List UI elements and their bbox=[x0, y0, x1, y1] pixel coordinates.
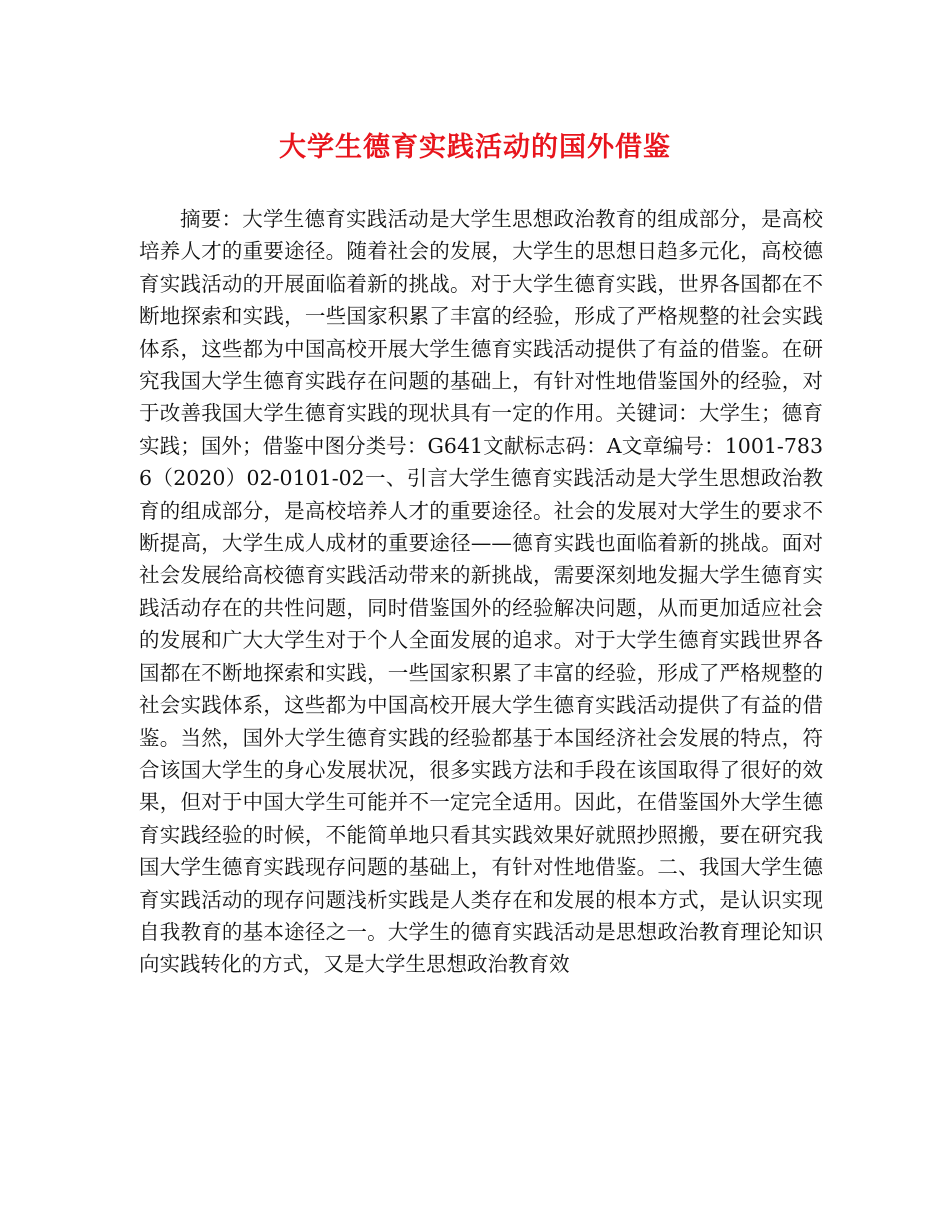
document-body: 摘要：大学生德育实践活动是大学生思想政治教育的组成部分，是高校培养人才的重要途径。随着社会的发展，大学生的思想日趋多元化，高校德育实践活动的开展面临着新的挑战。对于大学生德育实践，世界各国都在不断地探索和实践，一些国家积累了丰富的经验，形成了严格规整的社会实践体系，这些都为中国高校开展大学生德育实践活动提供了有益的借鉴。在研究我国大学生德育实践存在问题的基础上，有针对性地借鉴国外的经验，对于改善我国大学生德育实践的现状具有一定的作用。关键词：大学生；德育实践；国外；借鉴中图分类号：G641文献标志码：A文章编号：1001-7836（2020）02-0101-02一、引言大学生德育实践活动是大学生思想政治教育的组成部分，是高校培养人才的重要途径。社会的发展对大学生的要求不断提高，大学生成人成材的重要途径——德育实践也面临着新的挑战。面对社会发展给高校德育实践活动带来的新挑战，需要深刻地发掘大学生德育实践活动存在的共性问题，同时借鉴国外的经验解决问题，从而更加适应社会的发展和广大大学生对于个人全面发展的追求。对于大学生德育实践世界各国都在不断地探索和实践，一些国家积累了丰富的经验，形成了严格规整的社会实践体系，这些都为中国高校开展大学生德育实践活动提供了有益的借鉴。当然，国外大学生德育实践的经验都基于本国经济社会发展的特点，符合该国大学生的身心发展状况，很多实践方法和手段在该国取得了很好的效果，但对于中国大学生可能并不一定完全适用。因此，在借鉴国外大学生德育实践经验的时候，不能简单地只看其实践效果好就照抄照搬，要在研究我国大学生德育实践现存问题的基础上，有针对性地借鉴。二、我国大学生德育实践活动的现存问题浅析实践是人类存在和发展的根本方式，是认识实现自我教育的基本途径之一。大学生的德育实践活动是思想政治教育理论知识向实践转化的方式，又是大学生思想政治教育效 bbox=[139, 207, 823, 977]
document-title: 大学生德育实践活动的国外借鉴 bbox=[279, 132, 671, 163]
